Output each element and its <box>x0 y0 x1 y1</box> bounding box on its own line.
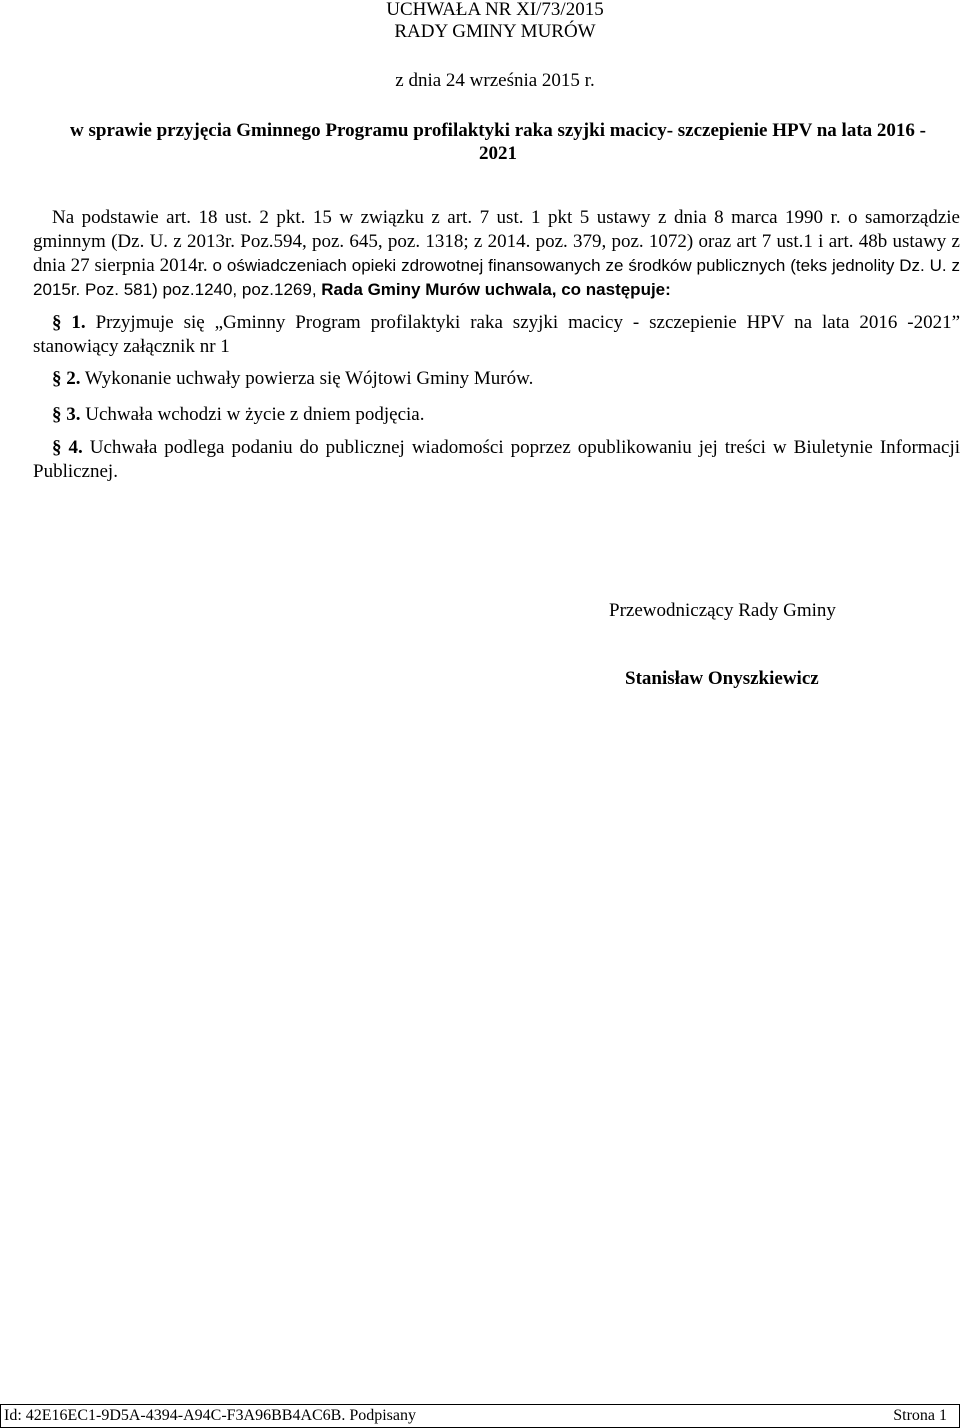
paragraph-number: 2. <box>66 368 81 389</box>
paragraph-number: 1. <box>71 312 86 333</box>
document-id: Id: 42E16EC1-9D5A-4394-A94C-F3A96BB4AC6B. Podpisany <box>4 1407 417 1424</box>
council-resolves: Rada Gminy Murów uchwala, co następuje: <box>321 280 671 299</box>
legal-basis-text: Na podstawie art. 18 ust. 2 pkt. 15 w związku z art. 7 ust. 1 pkt 5 ustawy z dnia 8 marca 1990 r. o samorządzie gminnym (Dz. U. z 2013r. Poz.594, poz. 645, poz. 1318; z 2014. poz. 379, poz. 1072) oraz art 7 ust.1 i art. 48b ustawy z dnia 27 sierpnia 2014r. <box>33 207 960 276</box>
paragraph-text: Uchwała podlega podaniu do publicznej wiadomości poprzez opublikowaniu jej treści w Biuletynie Informacji Publicznej. <box>33 437 960 482</box>
resolution-subject <box>42 119 954 165</box>
legal-basis-paragraph <box>33 206 960 302</box>
paragraph-2 <box>33 367 960 391</box>
resolution-number: UCHWAŁA NR XI/73/2015 <box>386 0 604 20</box>
signature-name: Stanisław Onyszkiewicz <box>625 668 819 689</box>
legal-basis-text-continued: o oświadczeniach opieki zdrowotnej finansowanych ze środków publicznych (teks jednolity Dz. U. z 2015r. Poz. 581) poz.1240, poz.1269, <box>33 256 960 299</box>
paragraph-text: Wykonanie uchwały powierza się Wójtowi Gminy Murów. <box>84 368 534 389</box>
subject-line-1: w sprawie przyjęcia Gminnego Programu profilaktyki raka szyjki macicy- szczepienie HPV na lata 2016 - <box>70 120 926 141</box>
paragraph-text: Uchwała wchodzi w życie z dniem podjęcia. <box>85 404 425 425</box>
signature-role: Przewodniczący Rady Gminy <box>609 600 836 621</box>
page-number: Strona 1 <box>893 1407 947 1424</box>
section-symbol: § <box>52 368 62 389</box>
section-symbol: § <box>52 437 62 458</box>
document-footer <box>0 1404 960 1428</box>
paragraph-3 <box>33 403 960 427</box>
paragraph-1 <box>33 311 960 359</box>
paragraph-text: Przyjmuje się „Gminny Program profilaktyki raka szyjki macicy - szczepienie HPV na lata 2016 -2021” stanowiący załącznik nr 1 <box>33 312 960 357</box>
section-symbol: § <box>52 404 62 425</box>
council-name: RADY GMINY MURÓW <box>394 21 596 42</box>
paragraph-4 <box>33 436 960 484</box>
subject-line-2: 2021 <box>479 143 517 164</box>
paragraph-number: 3. <box>66 404 81 425</box>
resolution-date: z dnia 24 września 2015 r. <box>395 70 595 91</box>
paragraph-number: 4. <box>68 437 83 458</box>
section-symbol: § <box>52 312 62 333</box>
